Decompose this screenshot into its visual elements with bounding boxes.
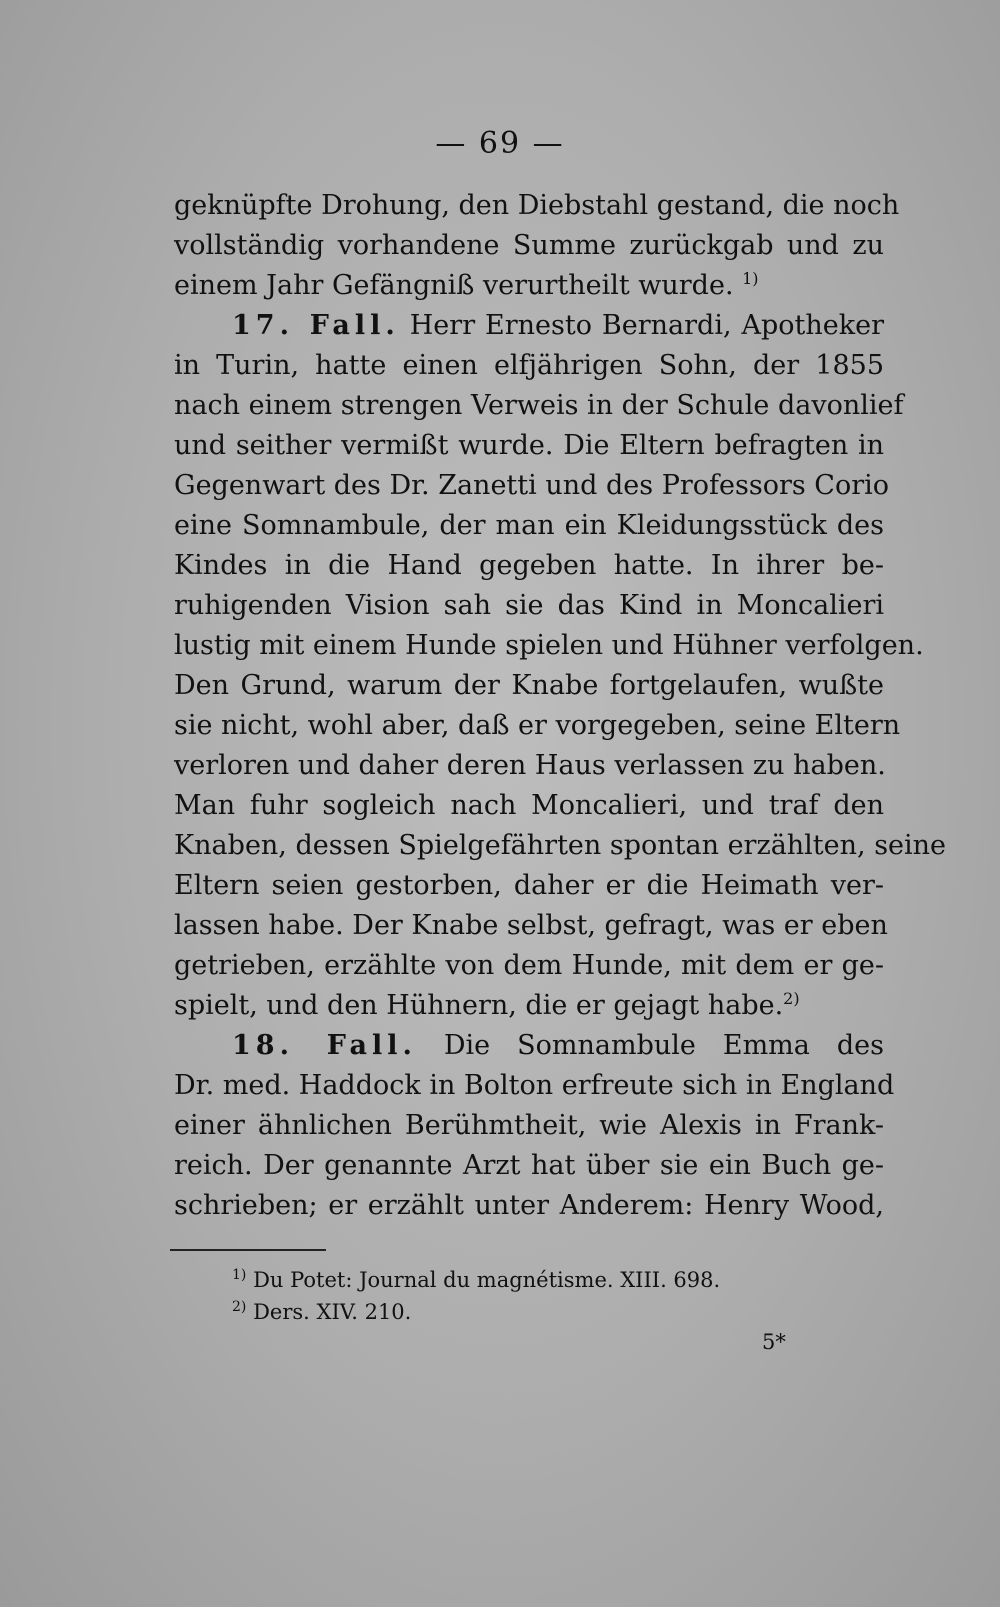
body-text (174, 186, 947, 1226)
footnotes (232, 1264, 872, 1328)
text-line: nach einem strengen Verweis in der Schule davonlief (174, 390, 904, 421)
text-span: Die Somnambule Emma des (443, 1030, 884, 1061)
text-line: ruhigenden Vision sah sie das Kind in Moncalieri (174, 590, 884, 621)
footnote (232, 1296, 872, 1328)
text-line: einer ähnlichen Berühmtheit, wie Alexis in Frank- (174, 1110, 884, 1141)
text-line: Knaben, dessen Spielgefährten spontan erzählten, seine (174, 830, 947, 861)
footnote-reference: 1) (742, 269, 759, 288)
text-span: einem Jahr Gefängniß verurtheilt wurde. (174, 270, 734, 301)
footnote-divider (170, 1249, 326, 1251)
text-line: sie nicht, wohl aber, daß er vorgegeben, seine Eltern (174, 710, 901, 741)
text-line: lassen habe. Der Knabe selbst, gefragt, was er eben (174, 910, 888, 941)
text-line: Man fuhr sogleich nach Moncalieri, und traf den (174, 790, 884, 821)
case-label: 18. Fall. (232, 1030, 417, 1061)
footnote (232, 1264, 872, 1296)
footnote-marker: 1) (232, 1267, 247, 1283)
text-line (174, 266, 884, 306)
text-line: Den Grund, warum der Knabe fortgelaufen, wußte (174, 670, 884, 701)
case-label: 17. Fall. (232, 310, 400, 341)
text-line: eine Somnambule, der man ein Kleidungsstück des (174, 510, 884, 541)
text-line (174, 986, 884, 1026)
footnote-text: Du Potet: Journal du magnétisme. XIII. 698. (253, 1268, 721, 1292)
text-line: in Turin, hatte einen elfjährigen Sohn, der 1855 (174, 350, 884, 381)
text-line: lustig mit einem Hunde spielen und Hühner verfolgen. (174, 630, 924, 661)
text-line: vollständig vorhandene Summe zurückgab und zu (174, 230, 884, 261)
page-number: — 69 — (435, 126, 565, 161)
text-line: Gegenwart des Dr. Zanetti und des Professors Corio (174, 470, 890, 501)
text-line: Dr. med. Haddock in Bolton erfreute sich in England (174, 1070, 895, 1101)
text-line: getrieben, erzählte von dem Hunde, mit dem er ge- (174, 950, 884, 981)
text-line: Eltern seien gestorben, daher er die Heimath ver- (174, 870, 884, 901)
footnote-text: Ders. XIV. 210. (253, 1300, 412, 1324)
text-line: geknüpfte Drohung, den Diebstahl gestand, die noch (174, 190, 900, 221)
text-line: Kindes in die Hand gegeben hatte. In ihrer be- (174, 550, 884, 581)
signature-mark: 5* (762, 1330, 786, 1354)
text-line (174, 306, 884, 346)
text-line: und seither vermißt wurde. Die Eltern befragten in (174, 430, 884, 461)
text-line: reich. Der genannte Arzt hat über sie ein Buch ge- (174, 1150, 884, 1181)
text-span: Herr Ernesto Bernardi, Apotheker (409, 310, 884, 341)
text-span: spielt, und den Hühnern, die er gejagt habe. (174, 990, 784, 1021)
text-line: schrieben; er erzählt unter Anderem: Henry Wood, (174, 1190, 884, 1221)
text-line: verloren und daher deren Haus verlassen zu haben. (174, 750, 886, 781)
footnote-marker: 2) (232, 1299, 247, 1315)
text-line (174, 1026, 884, 1066)
footnote-reference: 2) (783, 989, 800, 1008)
